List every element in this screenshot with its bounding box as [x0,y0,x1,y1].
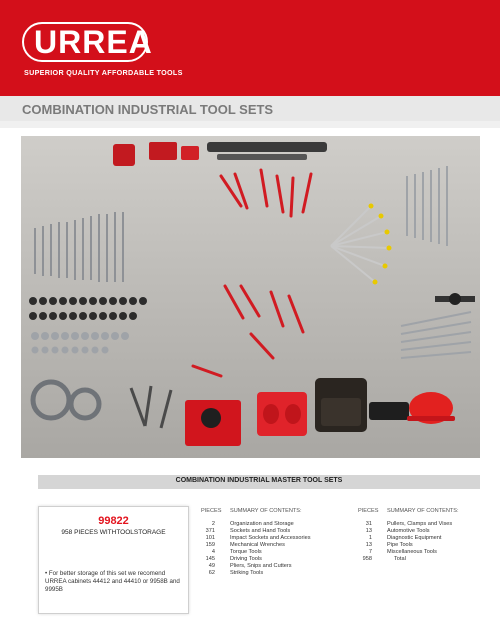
table-title: COMBINATION INDUSTRIAL MASTER TOOL SETS [175,477,343,484]
right-row-item: Miscellaneous Tools [387,549,437,555]
right-row-pieces: 13 [365,528,372,534]
product-card [38,506,189,614]
left-row-pieces: 159 [205,542,215,548]
left-row-item: Organization and Storage [230,521,294,527]
right-row-pieces: 1 [368,535,372,541]
left-row-item: Torque Tools [230,549,262,555]
right-row-pieces: 31 [365,521,372,527]
col-head-summary-right: SUMMARY OF CONTENTS: [387,508,459,514]
left-row-item: Driving Tools [230,556,262,562]
table-header [38,475,480,489]
urrea-logo [22,22,153,70]
left-row-pieces: 4 [211,549,215,555]
right-row-item: Total [394,556,406,562]
right-row-item: Pullers, Clamps and Vises [387,521,453,527]
right-row-item: Automotive Tools [387,528,430,534]
right-row-pieces: 958 [362,556,372,562]
col-head-pieces-right: PIECES [358,508,379,514]
brand-tagline: SUPERIOR QUALITY AFFORDABLE TOOLS [24,68,183,77]
brand-header [0,0,500,96]
pieces-line: 958 PIECES WITHTOOLSTORAGE [61,529,166,536]
tool-set-illustration [21,136,480,458]
right-row-item: Pipe Tools [387,542,413,548]
left-row-item: Sockets and Hand Tools [230,528,291,534]
left-row-pieces: 2 [211,521,215,527]
title-bar [0,96,500,121]
left-row-pieces: 62 [208,570,215,576]
left-row-pieces: 371 [205,528,215,534]
col-head-pieces-left: PIECES [201,508,222,514]
left-row-pieces: 145 [205,556,215,562]
note-bullet: • [45,570,48,577]
left-row-pieces: 101 [205,535,215,541]
storage-note [45,570,183,594]
left-row-item: Impact Sockets and Accessories [230,535,311,541]
note-text: For better storage of this set we recomend URREA cabinets 44412 and 44410 or 9958B and 9995B [45,570,180,593]
right-row-pieces: 13 [365,542,372,548]
left-row-item: Striking Tools [230,570,264,576]
left-row-item: Pliers, Snips and Cutters [230,563,292,569]
left-row-pieces: 49 [208,563,215,569]
page-title: COMBINATION INDUSTRIAL TOOL SETS [22,102,274,117]
right-row-pieces: 7 [368,549,372,555]
logo-text: URREA [34,24,153,60]
right-row-item: Diagnostic Equipment [387,535,442,541]
tool-set-photo [21,136,480,458]
divider-band [0,121,500,128]
col-head-summary-left: SUMMARY OF CONTENTS: [230,508,302,514]
model-number: 99822 [98,515,129,527]
left-row-item: Mechanical Wrenches [230,542,285,548]
